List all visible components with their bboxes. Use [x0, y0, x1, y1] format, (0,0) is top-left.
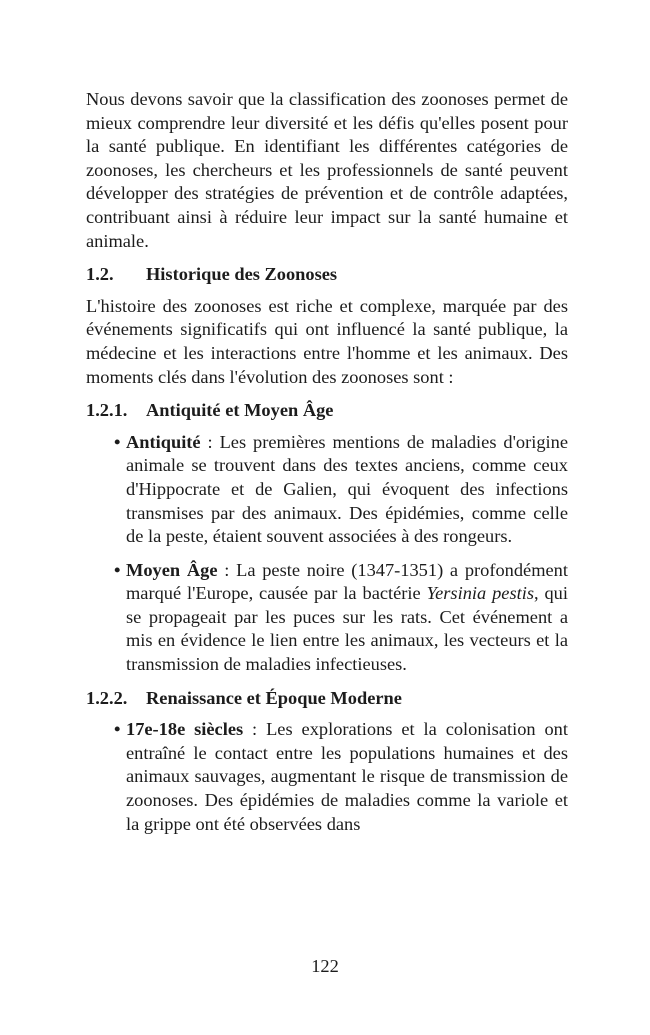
section-number: 1.2. [86, 264, 114, 285]
item-separator: : [200, 431, 220, 452]
item-text-before: La peste noire (1347-1351) a profondément marqué l'Europe, causée par la bactérie [126, 559, 568, 604]
item-separator: : [217, 559, 237, 580]
section-heading-1-2 [86, 263, 568, 287]
bullet-icon: • [114, 559, 121, 580]
subsection-number: 1.2.2. [86, 687, 128, 708]
history-paragraph: L'histoire des zoonoses est riche et complexe, marquée par des événements significatifs qui ont influencé la santé publique, la médecine et les interactions entre l'homme et les animaux. Des moments clés dans l'évolution des zoonoses sont : [86, 295, 568, 387]
bullet-icon: • [114, 719, 121, 740]
item-separator: : [243, 719, 267, 740]
item-text: Les explorations et la colonisation ont entraîné le contact entre les populations humaines et des animaux sauvages, augmentant le risque de transmission de zoonoses. Des épidémies de maladies comme la variole et la grippe ont été observées dans [126, 719, 568, 834]
item-term: Antiquité [126, 431, 201, 452]
item-term: 17e-18e siècles [126, 719, 244, 740]
subsection-heading-1-2-1 [86, 399, 568, 423]
intro-paragraph: Nous devons savoir que la classification des zoonoses permet de mieux comprendre leur diversité et les défis qu'elles posent pour la santé publique. En identifiant les différentes catégories de zoonoses, les chercheurs et les professionnels de santé peuvent développer des stratégies de prévention et de contrôle adaptées, contribuant ainsi à réduire leur impact sur la santé humaine et animale. [86, 89, 568, 251]
bullet-icon: • [114, 431, 121, 452]
list-item-moyen-age [86, 559, 568, 677]
item-text-after: , qui se propageait par les puces sur les rats. Cet événement a mis en évidence le lien entre les animaux, les vecteurs et la transmission de maladies infectieuses. [126, 583, 568, 675]
subsection-heading-1-2-2 [86, 687, 568, 711]
item-text: Les premières mentions de maladies d'origine animale se trouvent dans des textes anciens, comme ceux d'Hippocrate et de Galien, qui évoquent des infections transmises par des animaux. Des épidémies, comme celle de la peste, étaient souvent associées à des rongeurs. [126, 431, 569, 547]
bullet-list-antiquity [86, 431, 568, 677]
section-title: Historique des Zoonoses [146, 264, 338, 285]
subsection-title: Renaissance et Époque Moderne [146, 687, 402, 708]
item-term: Moyen Âge [126, 559, 218, 580]
page-number: 122 [311, 956, 339, 976]
subsection-title: Antiquité et Moyen Âge [146, 400, 334, 421]
page-body [86, 88, 568, 846]
species-name: Yersinia pestis [426, 583, 534, 604]
bullet-list-renaissance [86, 718, 568, 836]
list-item-17e-18e [86, 718, 568, 836]
list-item-antiquite [86, 431, 568, 549]
subsection-number: 1.2.1. [86, 400, 128, 421]
